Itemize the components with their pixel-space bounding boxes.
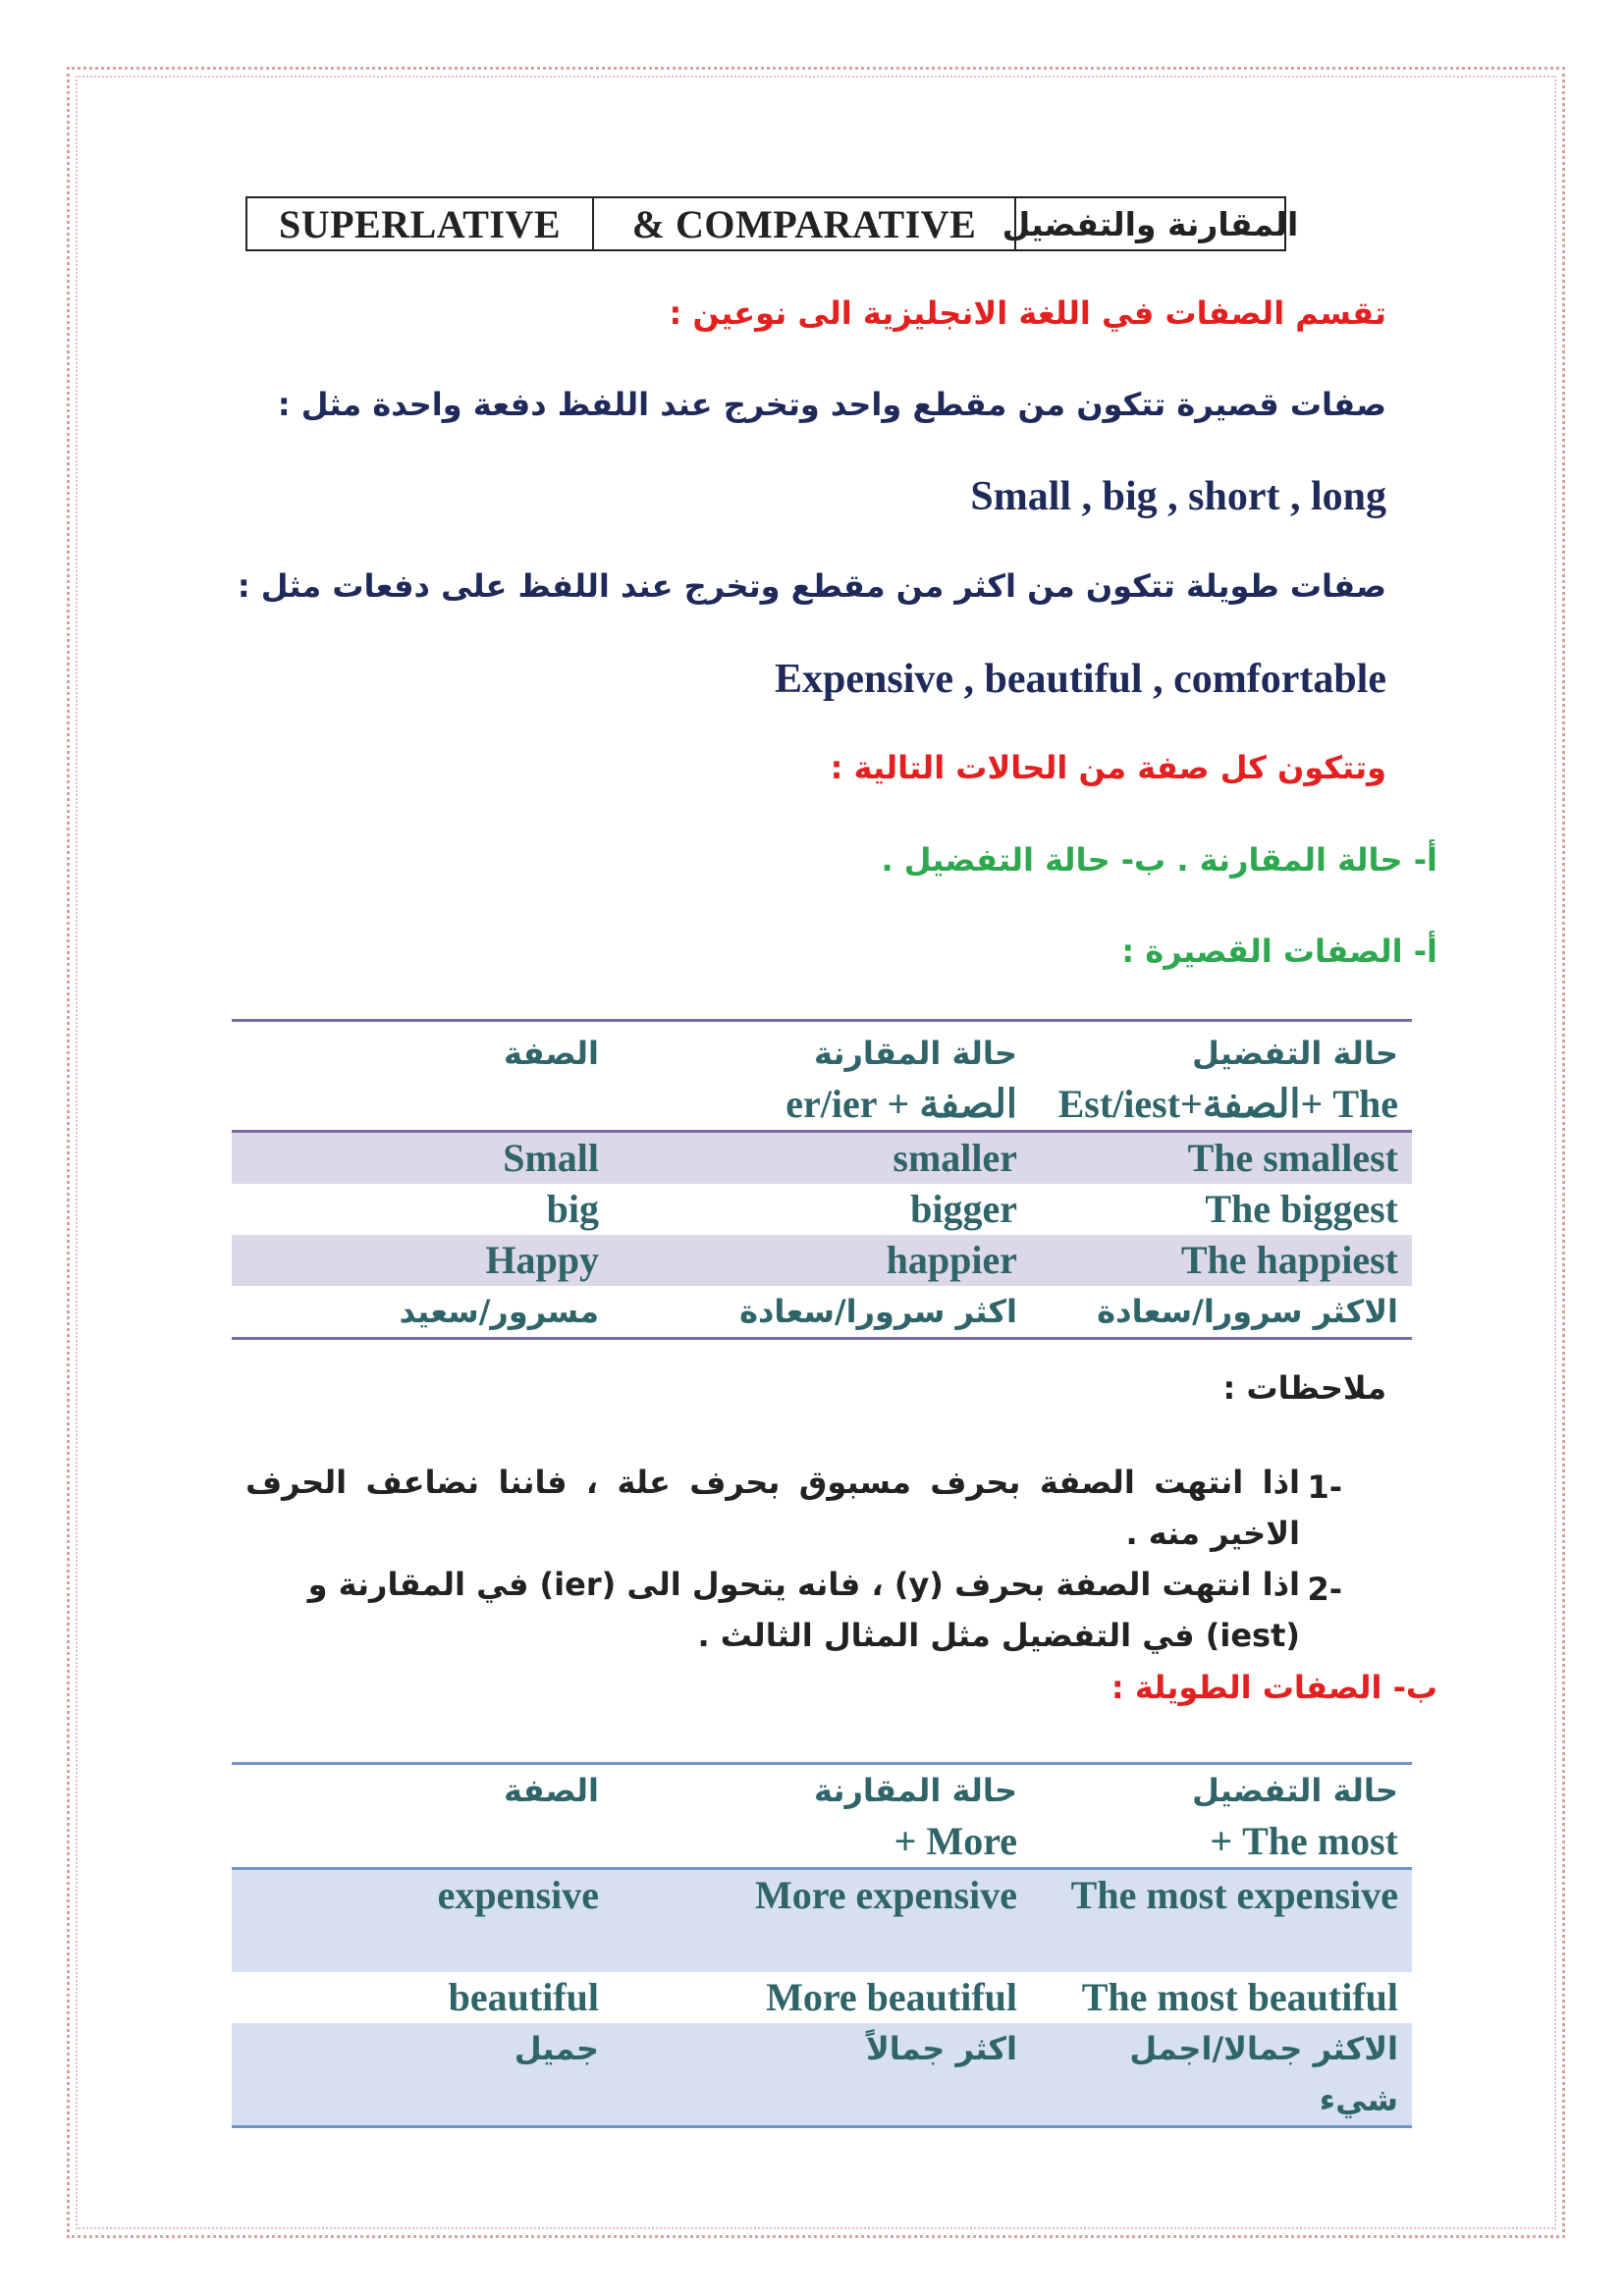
table-row xyxy=(232,1132,1412,1185)
formula-adjective xyxy=(232,1816,613,1869)
table-formula-row xyxy=(232,1079,1412,1132)
formula-superlative: The +الصفة+Est/iest xyxy=(1031,1079,1412,1132)
formula-adjective xyxy=(232,1079,613,1132)
formula-superlative: The most + xyxy=(1031,1816,1412,1869)
table-cell: اكثر سرورا/سعادة xyxy=(739,1293,1017,1330)
table-row xyxy=(232,1235,1412,1286)
table-cell: More expensive xyxy=(613,1869,1031,1973)
table-row xyxy=(232,2023,1412,2127)
table-cell: مسرور/سعيد xyxy=(399,1293,599,1330)
long-definition: صفات طويلة تتكون من اكثر من مقطع وتخرج عند اللفظ على دفعات مثل : xyxy=(237,567,1386,605)
note-2-number: 2- xyxy=(1307,1571,1342,1608)
table-row xyxy=(232,1972,1412,2023)
long-examples: Expensive , beautiful , comfortable xyxy=(775,657,1386,702)
table-cell: smaller xyxy=(613,1132,1031,1185)
table-cell: The smallest xyxy=(1031,1132,1412,1185)
table-cell: big xyxy=(546,1187,599,1231)
table-cell: Small xyxy=(232,1132,613,1185)
table-cell: The most beautiful xyxy=(1081,1975,1398,2019)
formula-comparative: More + xyxy=(613,1816,1031,1869)
table-cell: happier xyxy=(613,1235,1031,1286)
short-examples: Small , big , short , long xyxy=(970,474,1386,519)
note-2-line-2: (iest) في التفضيل مثل المثال الثالث . xyxy=(697,1617,1300,1654)
table-cell: The happiest xyxy=(1031,1235,1412,1286)
note-2-line-1: اذا انتهت الصفة بحرف (y) ، فانه يتحول الى (ier) في المقارنة و xyxy=(307,1566,1300,1603)
note-1: اذا انتهت الصفة بحرف مسبوق بحرف علة ، فاننا نضاعف الحرف الاخير منه . xyxy=(245,1464,1300,1552)
short-section-heading: أ- الصفات القصيرة : xyxy=(1121,933,1437,970)
long-section-heading: ب- الصفات الطويلة : xyxy=(1110,1669,1437,1706)
notes-heading: ملاحظات : xyxy=(1222,1369,1386,1407)
table-cell: More beautiful xyxy=(766,1975,1017,2019)
table-cell: The biggest xyxy=(1205,1187,1398,1231)
table-cell: expensive xyxy=(232,1869,613,1973)
table-cell: bigger xyxy=(910,1187,1017,1231)
short-adjectives-table xyxy=(232,1019,1412,1340)
header-superlative: حالة التفضيل xyxy=(1192,1035,1398,1072)
header-comparative: حالة المقارنة xyxy=(814,1772,1017,1809)
title-arabic: المقارنة والتفضيل xyxy=(1014,196,1286,251)
table-header-row xyxy=(232,1764,1412,1817)
table-cell: beautiful xyxy=(448,1975,599,2019)
table-row xyxy=(232,1184,1412,1235)
table-cell: الاكثر سرورا/سعادة xyxy=(1097,1293,1398,1330)
long-adjectives-table xyxy=(232,1762,1412,2128)
title-superlative: SUPERLATIVE xyxy=(245,196,594,251)
table-cell: The most expensive xyxy=(1031,1869,1412,1973)
header-adjective: الصفة xyxy=(504,1035,599,1072)
table-cell: جميل xyxy=(232,2023,613,2127)
table-cell: اكثر جمالاً xyxy=(613,2023,1031,2127)
header-comparative: حالة المقارنة xyxy=(814,1035,1017,1072)
note-1-number: 1- xyxy=(1307,1468,1342,1506)
short-definition: صفات قصيرة تتكون من مقطع واحد وتخرج عند اللفظ دفعة واحدة مثل : xyxy=(277,386,1386,423)
title-comparative: & COMPARATIVE xyxy=(592,196,1016,251)
header-superlative: حالة التفضيل xyxy=(1192,1772,1398,1809)
cases-list: أ- حالة المقارنة . ب- حالة التفضيل . xyxy=(881,841,1437,879)
cases-heading: وتتكون كل صفة من الحالات التالية : xyxy=(830,749,1386,786)
table-row xyxy=(232,1869,1412,1973)
header-adjective: الصفة xyxy=(504,1772,599,1809)
table-cell: Happy xyxy=(232,1235,613,1286)
intro-heading: تقسم الصفات في اللغة الانجليزية الى نوعين : xyxy=(669,294,1386,332)
title-bar xyxy=(245,196,1299,251)
table-cell: الاكثر جمالا/اجمل شيء xyxy=(1031,2023,1412,2127)
formula-comparative: الصفة + er/ier xyxy=(613,1079,1031,1132)
table-header-row xyxy=(232,1021,1412,1080)
table-row xyxy=(232,1286,1412,1339)
table-formula-row xyxy=(232,1816,1412,1869)
